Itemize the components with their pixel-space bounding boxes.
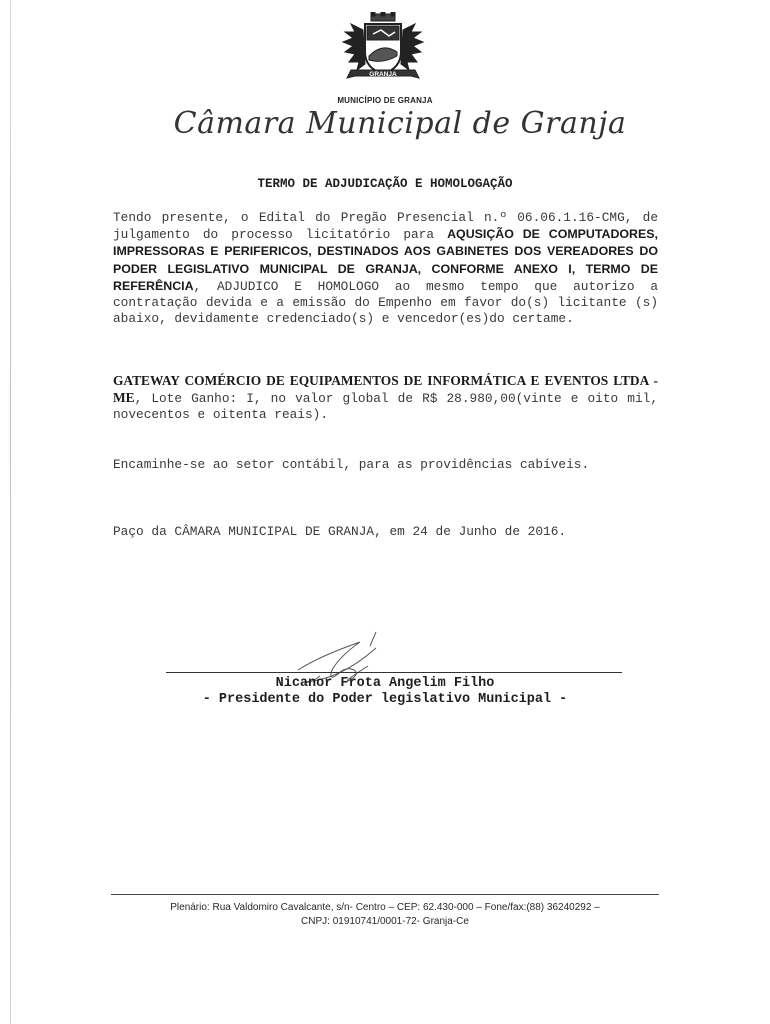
municipio-label: MUNICÍPIO DE GRANJA bbox=[337, 96, 433, 105]
paragraph-vencedor bbox=[113, 373, 658, 424]
signer-name: Nicanor Frota Angelim Filho bbox=[275, 676, 495, 691]
winner-company: GATEWAY COMÉRCIO DE EQUIPAMENTOS DE INFORMÁTICA E EVENTOS LTDA - ME bbox=[113, 373, 658, 406]
paragraph-1-intro: Tendo presente, o Edital do Pregão Presencial n.º 06.06.1.16-CMG, de julgamento do processo licitatório para bbox=[113, 210, 658, 243]
signature-line bbox=[166, 672, 622, 673]
document-title: TERMO DE ADJUDICAÇÃO E HOMOLOGAÇÃO bbox=[257, 177, 513, 191]
municipal-coat-of-arms-icon bbox=[333, 12, 433, 96]
footer-cnpj: CNPJ: 01910741/0001-72- Granja-Ce bbox=[301, 916, 469, 927]
paragraph-encaminhamento: Encaminhe-se ao setor contábil, para as providências cabíveis. bbox=[113, 457, 590, 472]
paragraph-1-rest: , ADJUDICO E HOMOLOGO ao mesmo tempo que autorizo a contratação devida e a emissão do Empenho em favor do(s) licitante (s) abaixo, devidamente credenciado(s) e vencedor(es)do certame. bbox=[113, 278, 658, 327]
footer-address: Plenário: Rua Valdomiro Cavalcante, s/n- Centro – CEP: 62.430-000 – Fone/fax:(88) 36240292 – bbox=[170, 902, 600, 913]
paragraph-data-local: Paço da CÂMARA MUNICIPAL DE GRANJA, em 24 de Junho de 2016. bbox=[113, 524, 567, 539]
scan-edge bbox=[10, 0, 11, 1024]
seal-banner-text: GRANJA bbox=[369, 71, 397, 78]
footer-divider bbox=[111, 894, 659, 895]
paragraph-1-object: AQUSIÇÃO DE COMPUTADORES, IMPRESSORAS E PERIFERICOS, DESTINADOS AOS GABINETES DOS VEREADORES DO PODER LEGISLATIVO MUNICIPAL DE GRANJA, CONFORME ANEXO I, TERMO DE REFERÊNCIA bbox=[113, 227, 658, 293]
paragraph-adjudicacao bbox=[113, 210, 658, 327]
camara-title: Câmara Municipal de Granja bbox=[173, 106, 627, 141]
paragraph-2-rest: , Lote Ganho: I, no valor global de R$ 28.980,00(vinte e oito mil, novecentos e oitenta reais). bbox=[113, 391, 658, 423]
signer-role: - Presidente do Poder legislativo Municipal - bbox=[202, 692, 568, 707]
